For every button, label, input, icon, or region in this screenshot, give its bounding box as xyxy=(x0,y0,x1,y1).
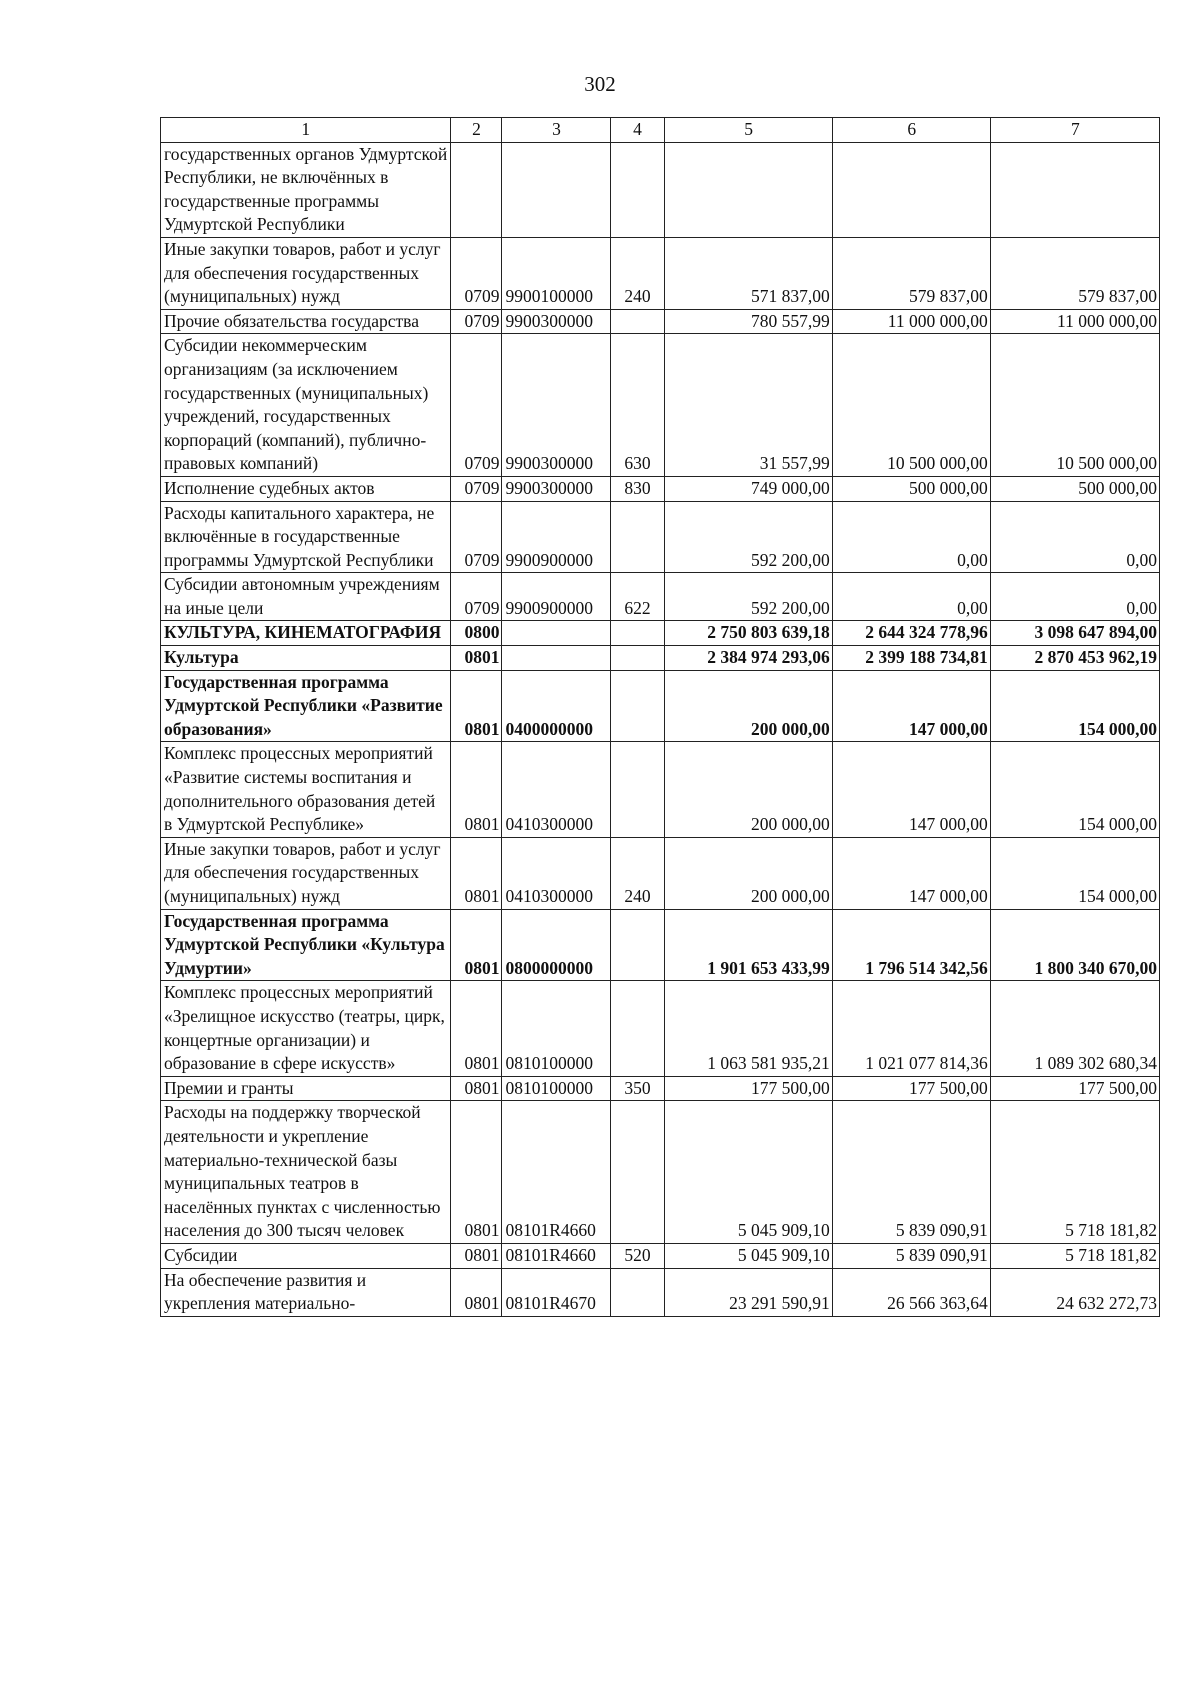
amount-col5-cell: 5 045 909,10 xyxy=(664,1101,832,1244)
row-name-cell: Исполнение судебных актов xyxy=(161,476,451,501)
target-code-cell: 9900900000 xyxy=(502,573,610,621)
amount-col6-cell: 147 000,00 xyxy=(832,837,990,909)
target-code-cell: 9900300000 xyxy=(502,334,610,477)
column-header: 3 xyxy=(502,118,610,143)
amount-col5-cell: 23 291 590,91 xyxy=(664,1268,832,1316)
section-code-cell: 0709 xyxy=(450,573,502,621)
table-row xyxy=(161,1101,1160,1244)
target-code-cell xyxy=(502,621,610,646)
amount-col6-cell: 147 000,00 xyxy=(832,742,990,837)
section-code-cell: 0709 xyxy=(450,476,502,501)
row-name-cell: На обеспечение развития и укрепления материально- xyxy=(161,1268,451,1316)
expense-type-cell xyxy=(610,142,664,237)
row-name-cell: Государственная программа Удмуртской Республики «Культура Удмуртии» xyxy=(161,909,451,981)
amount-col7-cell: 500 000,00 xyxy=(990,476,1159,501)
amount-col7-cell: 2 870 453 962,19 xyxy=(990,646,1159,671)
row-name-cell: Расходы капитального характера, не включённые в государственные программы Удмуртской Республики xyxy=(161,501,451,573)
amount-col5-cell: 5 045 909,10 xyxy=(664,1243,832,1268)
table-row xyxy=(161,476,1160,501)
table-body xyxy=(161,142,1160,1316)
row-name-cell: Прочие обязательства государства xyxy=(161,309,451,334)
table-row xyxy=(161,1076,1160,1101)
column-header: 2 xyxy=(450,118,502,143)
table-row xyxy=(161,742,1160,837)
expense-type-cell xyxy=(610,501,664,573)
column-header: 1 xyxy=(161,118,451,143)
amount-col7-cell: 5 718 181,82 xyxy=(990,1243,1159,1268)
amount-col7-cell: 154 000,00 xyxy=(990,670,1159,742)
amount-col6-cell: 500 000,00 xyxy=(832,476,990,501)
amount-col7-cell: 177 500,00 xyxy=(990,1076,1159,1101)
target-code-cell: 0410300000 xyxy=(502,742,610,837)
amount-col5-cell: 177 500,00 xyxy=(664,1076,832,1101)
amount-col5-cell: 749 000,00 xyxy=(664,476,832,501)
row-name-cell: Государственная программа Удмуртской Республики «Развитие образования» xyxy=(161,670,451,742)
target-code-cell: 08101R4660 xyxy=(502,1101,610,1244)
amount-col7-cell xyxy=(990,142,1159,237)
target-code-cell: 0400000000 xyxy=(502,670,610,742)
expense-type-cell xyxy=(610,646,664,671)
target-code-cell: 9900100000 xyxy=(502,237,610,309)
target-code-cell: 9900300000 xyxy=(502,309,610,334)
amount-col6-cell: 11 000 000,00 xyxy=(832,309,990,334)
table-row xyxy=(161,237,1160,309)
budget-table xyxy=(160,117,1160,1317)
section-code-cell: 0709 xyxy=(450,501,502,573)
table-row xyxy=(161,309,1160,334)
row-name-cell: Комплекс процессных мероприятий «Развитие системы воспитания и дополнительного образования детей в Удмуртской Республике» xyxy=(161,742,451,837)
expense-type-cell: 622 xyxy=(610,573,664,621)
row-name-cell: Субсидии автономным учреждениям на иные цели xyxy=(161,573,451,621)
column-header: 5 xyxy=(664,118,832,143)
amount-col6-cell xyxy=(832,142,990,237)
header-row xyxy=(161,118,1160,143)
amount-col6-cell: 5 839 090,91 xyxy=(832,1243,990,1268)
table-row xyxy=(161,981,1160,1076)
amount-col7-cell: 5 718 181,82 xyxy=(990,1101,1159,1244)
expense-type-cell xyxy=(610,1101,664,1244)
amount-col5-cell: 571 837,00 xyxy=(664,237,832,309)
amount-col7-cell: 1 800 340 670,00 xyxy=(990,909,1159,981)
expense-type-cell: 240 xyxy=(610,237,664,309)
table-row xyxy=(161,646,1160,671)
amount-col6-cell: 579 837,00 xyxy=(832,237,990,309)
row-name-cell: Расходы на поддержку творческой деятельности и укрепление материально-технической базы муниципальных театров в населённых пунктах с численностью населения до 300 тысяч человек xyxy=(161,1101,451,1244)
section-code-cell: 0801 xyxy=(450,742,502,837)
row-name-cell: государственных органов Удмуртской Республики, не включённых в государственные программы Удмуртской Республики xyxy=(161,142,451,237)
amount-col5-cell: 1 901 653 433,99 xyxy=(664,909,832,981)
row-name-cell: Комплекс процессных мероприятий «Зрелищное искусство (театры, цирк, концертные организации) и образование в сфере искусств» xyxy=(161,981,451,1076)
section-code-cell: 0709 xyxy=(450,334,502,477)
amount-col6-cell: 1 796 514 342,56 xyxy=(832,909,990,981)
section-code-cell: 0800 xyxy=(450,621,502,646)
target-code-cell xyxy=(502,646,610,671)
amount-col5-cell: 2 750 803 639,18 xyxy=(664,621,832,646)
amount-col6-cell: 2 644 324 778,96 xyxy=(832,621,990,646)
amount-col6-cell: 147 000,00 xyxy=(832,670,990,742)
amount-col6-cell: 26 566 363,64 xyxy=(832,1268,990,1316)
amount-col7-cell: 579 837,00 xyxy=(990,237,1159,309)
section-code-cell: 0801 xyxy=(450,837,502,909)
page-number: 302 xyxy=(584,72,616,96)
amount-col5-cell xyxy=(664,142,832,237)
target-code-cell: 0410300000 xyxy=(502,837,610,909)
target-code-cell: 0810100000 xyxy=(502,1076,610,1101)
amount-col6-cell: 0,00 xyxy=(832,501,990,573)
amount-col5-cell: 31 557,99 xyxy=(664,334,832,477)
table-row xyxy=(161,1243,1160,1268)
expense-type-cell: 240 xyxy=(610,837,664,909)
column-header: 7 xyxy=(990,118,1159,143)
section-code-cell: 0801 xyxy=(450,1076,502,1101)
expense-type-cell xyxy=(610,981,664,1076)
table-row xyxy=(161,670,1160,742)
expense-type-cell xyxy=(610,742,664,837)
amount-col7-cell: 10 500 000,00 xyxy=(990,334,1159,477)
row-name-cell: Субсидии некоммерческим организациям (за исключением государственных (муниципальных) учреждений, государственных корпораций (компаний), публично-правовых компаний) xyxy=(161,334,451,477)
section-code-cell: 0801 xyxy=(450,909,502,981)
table-row xyxy=(161,909,1160,981)
section-code-cell: 0801 xyxy=(450,670,502,742)
table-row xyxy=(161,1268,1160,1316)
expense-type-cell xyxy=(610,1268,664,1316)
amount-col6-cell: 0,00 xyxy=(832,573,990,621)
target-code-cell: 08101R4660 xyxy=(502,1243,610,1268)
expense-type-cell: 630 xyxy=(610,334,664,477)
amount-col7-cell: 154 000,00 xyxy=(990,742,1159,837)
column-header: 4 xyxy=(610,118,664,143)
section-code-cell: 0801 xyxy=(450,646,502,671)
amount-col6-cell: 10 500 000,00 xyxy=(832,334,990,477)
amount-col5-cell: 200 000,00 xyxy=(664,742,832,837)
row-name-cell: Премии и гранты xyxy=(161,1076,451,1101)
expense-type-cell: 520 xyxy=(610,1243,664,1268)
amount-col7-cell: 24 632 272,73 xyxy=(990,1268,1159,1316)
target-code-cell: 0800000000 xyxy=(502,909,610,981)
column-header: 6 xyxy=(832,118,990,143)
table-row xyxy=(161,621,1160,646)
row-name-cell: Иные закупки товаров, работ и услуг для обеспечения государственных (муниципальных) нужд xyxy=(161,237,451,309)
amount-col7-cell: 1 089 302 680,34 xyxy=(990,981,1159,1076)
table-row xyxy=(161,501,1160,573)
amount-col5-cell: 592 200,00 xyxy=(664,573,832,621)
section-code-cell: 0709 xyxy=(450,309,502,334)
target-code-cell xyxy=(502,142,610,237)
row-name-cell: КУЛЬТУРА, КИНЕМАТОГРАФИЯ xyxy=(161,621,451,646)
amount-col6-cell: 1 021 077 814,36 xyxy=(832,981,990,1076)
expense-type-cell xyxy=(610,621,664,646)
expense-type-cell xyxy=(610,909,664,981)
section-code-cell: 0801 xyxy=(450,1268,502,1316)
table-row xyxy=(161,142,1160,237)
amount-col6-cell: 177 500,00 xyxy=(832,1076,990,1101)
expense-type-cell xyxy=(610,309,664,334)
table-row xyxy=(161,837,1160,909)
expense-type-cell: 830 xyxy=(610,476,664,501)
amount-col5-cell: 200 000,00 xyxy=(664,670,832,742)
amount-col5-cell: 2 384 974 293,06 xyxy=(664,646,832,671)
row-name-cell: Субсидии xyxy=(161,1243,451,1268)
amount-col7-cell: 154 000,00 xyxy=(990,837,1159,909)
amount-col5-cell: 1 063 581 935,21 xyxy=(664,981,832,1076)
row-name-cell: Иные закупки товаров, работ и услуг для обеспечения государственных (муниципальных) нужд xyxy=(161,837,451,909)
section-code-cell xyxy=(450,142,502,237)
amount-col5-cell: 780 557,99 xyxy=(664,309,832,334)
section-code-cell: 0801 xyxy=(450,981,502,1076)
target-code-cell: 9900300000 xyxy=(502,476,610,501)
section-code-cell: 0801 xyxy=(450,1101,502,1244)
amount-col5-cell: 592 200,00 xyxy=(664,501,832,573)
target-code-cell: 0810100000 xyxy=(502,981,610,1076)
target-code-cell: 9900900000 xyxy=(502,501,610,573)
section-code-cell: 0709 xyxy=(450,237,502,309)
amount-col7-cell: 0,00 xyxy=(990,501,1159,573)
table-row xyxy=(161,573,1160,621)
expense-type-cell: 350 xyxy=(610,1076,664,1101)
amount-col6-cell: 2 399 188 734,81 xyxy=(832,646,990,671)
amount-col5-cell: 200 000,00 xyxy=(664,837,832,909)
row-name-cell: Культура xyxy=(161,646,451,671)
amount-col6-cell: 5 839 090,91 xyxy=(832,1101,990,1244)
table-row xyxy=(161,334,1160,477)
amount-col7-cell: 3 098 647 894,00 xyxy=(990,621,1159,646)
target-code-cell: 08101R4670 xyxy=(502,1268,610,1316)
section-code-cell: 0801 xyxy=(450,1243,502,1268)
amount-col7-cell: 11 000 000,00 xyxy=(990,309,1159,334)
expense-type-cell xyxy=(610,670,664,742)
amount-col7-cell: 0,00 xyxy=(990,573,1159,621)
